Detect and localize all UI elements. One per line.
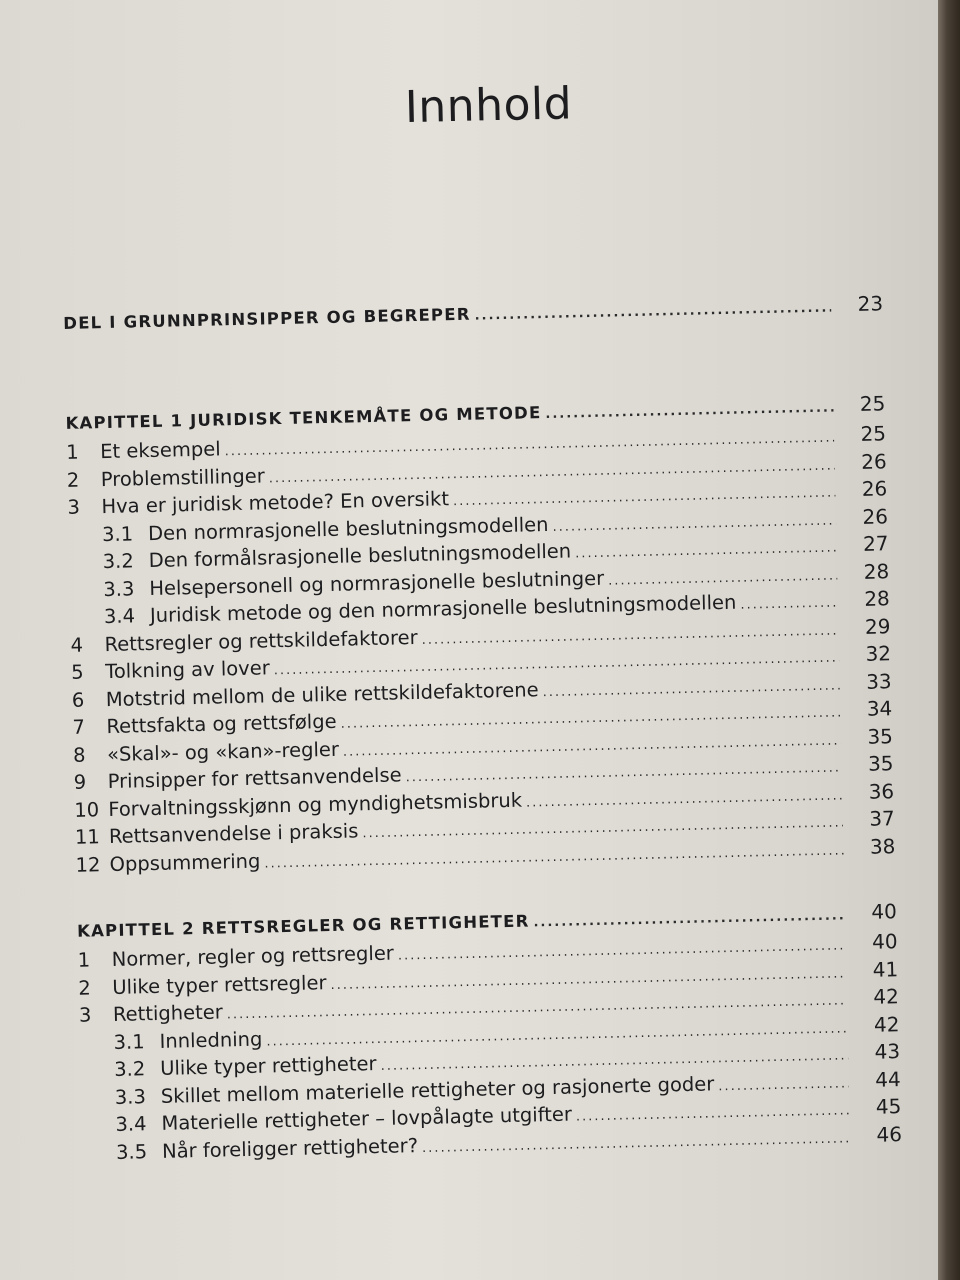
table-of-contents (58, 71, 902, 1167)
entry-page: 37 (869, 806, 896, 831)
leader-dots (533, 908, 845, 930)
leader-dots (474, 301, 831, 324)
entry-label: Motstrid mellom de ulike rettskildefaktorene (105, 677, 539, 711)
entry-page: 36 (868, 778, 895, 804)
entry-number: 3.4 (115, 1112, 147, 1136)
leader-dots (575, 540, 837, 561)
entry-page: 33 (865, 668, 892, 694)
entry-page: 26 (860, 448, 887, 474)
entry-page: 29 (864, 613, 891, 639)
entry-number: 3.2 (102, 549, 134, 574)
chapter1-label: KAPITTEL 1 JURIDISK TENKEMÅTE OG METODE (65, 403, 542, 433)
entry-page: 40 (871, 929, 898, 954)
part-label: DEL I GRUNNPRINSIPPER OG BEGREPER (63, 304, 471, 333)
entry-label: Rettsregler og rettskildefaktorer (104, 625, 418, 656)
entry-page: 28 (863, 558, 890, 584)
entry-label: Den formålsrasjonelle beslutningsmodellen (148, 539, 572, 573)
leader-dots (718, 1076, 849, 1094)
entry-label: Rettigheter (112, 1000, 224, 1026)
entry-number: 12 (75, 852, 101, 877)
entry-number: 2 (66, 468, 80, 492)
chapter1-entries (66, 421, 896, 879)
entry-number: 1 (77, 948, 91, 972)
entry-number: 3.2 (113, 1057, 146, 1081)
entry-number: 5 (70, 660, 84, 684)
entry-label: Problemstillinger (100, 463, 266, 491)
entry-label: Oppsummering (109, 849, 261, 876)
entry-number: 10 (74, 797, 100, 822)
entry-page: 28 (864, 586, 891, 611)
chapter1-page: 25 (859, 391, 886, 416)
chapter2-page: 40 (871, 899, 898, 924)
entry-number: 3.5 (115, 1139, 148, 1164)
entry-label: Skillet mellom materielle rettigheter og rasjonerte goder (160, 1071, 715, 1108)
entry-page: 41 (872, 956, 899, 982)
entry-label: Når foreligger rettigheter? (161, 1133, 419, 1163)
entry-number: 3.1 (113, 1029, 145, 1054)
entry-label: Ulike typer rettigheter (159, 1052, 377, 1080)
entry-page: 32 (865, 641, 892, 666)
entry-page: 43 (874, 1039, 901, 1064)
entry-page: 46 (876, 1121, 903, 1147)
entry-page: 35 (867, 751, 894, 776)
leader-dots (422, 1131, 850, 1156)
entry-label: Et eksempel (99, 437, 221, 464)
entry-number: 3 (78, 1003, 92, 1027)
entry-number: 3.3 (103, 576, 135, 601)
part-page: 23 (857, 291, 884, 316)
entry-page: 26 (861, 476, 888, 501)
entry-page: 44 (874, 1066, 901, 1092)
entry-label: Den normrasjonelle beslutningsmodellen (147, 512, 549, 545)
entry-number: 7 (72, 715, 86, 739)
leader-dots (552, 513, 836, 534)
entry-page: 42 (873, 984, 900, 1009)
entry-label: Tolkning av lover (104, 656, 270, 684)
page-edge (938, 0, 960, 1280)
entry-number: 11 (74, 825, 101, 849)
entry-page: 45 (875, 1094, 902, 1119)
entry-number: 3.3 (114, 1084, 147, 1109)
entry-label: Helsepersonell og normrasjonelle beslutninger (149, 566, 605, 600)
entry-label: Hva er juridisk metode? En oversikt (101, 487, 450, 519)
entry-number: 1 (65, 440, 79, 464)
entry-label: Normer, regler og rettsregler (111, 941, 395, 972)
entry-page: 26 (862, 503, 889, 529)
entry-label: «Skal»- og «kan»-regler (106, 737, 340, 766)
entry-label: Innledning (159, 1027, 263, 1053)
leader-dots (543, 678, 840, 700)
leader-dots (526, 788, 842, 810)
entry-number: 3 (67, 495, 81, 519)
entry-number: 9 (73, 770, 87, 794)
page-title: Innhold (404, 78, 573, 134)
leader-dots (576, 1103, 850, 1124)
entry-page: 42 (873, 1011, 900, 1037)
entry-number: 3.4 (103, 604, 136, 629)
entry-label: Ulike typer rettsregler (112, 970, 327, 999)
entry-label: Juridisk metode og den normrasjonelle beslutningsmodellen (149, 590, 737, 628)
entry-page: 38 (869, 833, 896, 859)
entry-label: Materielle rettigheter – lovpålagte utgifter (161, 1102, 573, 1135)
entry-number: 4 (70, 633, 84, 657)
entry-label: Forvaltningsskjønn og myndighetsmisbruk (108, 788, 523, 821)
entry-number: 6 (71, 688, 85, 712)
entry-label: Rettsfakta og rettsfølge (106, 709, 337, 739)
entry-label: Prinsipper for rettsanvendelse (107, 763, 402, 794)
entry-number: 2 (78, 975, 92, 1000)
leader-dots (545, 400, 833, 422)
entry-page: 27 (862, 531, 889, 556)
entry-page: 34 (866, 696, 893, 721)
entry-page: 25 (860, 421, 887, 446)
entry-number: 3.1 (101, 521, 134, 546)
leader-dots (740, 595, 838, 612)
entry-number: 8 (72, 743, 86, 767)
leader-dots (608, 568, 837, 588)
entry-page: 35 (867, 723, 894, 749)
chapter2-entries (77, 929, 902, 1168)
entry-label: Rettsanvendelse i praksis (108, 819, 359, 849)
chapter2-label: KAPITTEL 2 RETTSREGLER OG RETTIGHETER (76, 911, 530, 941)
